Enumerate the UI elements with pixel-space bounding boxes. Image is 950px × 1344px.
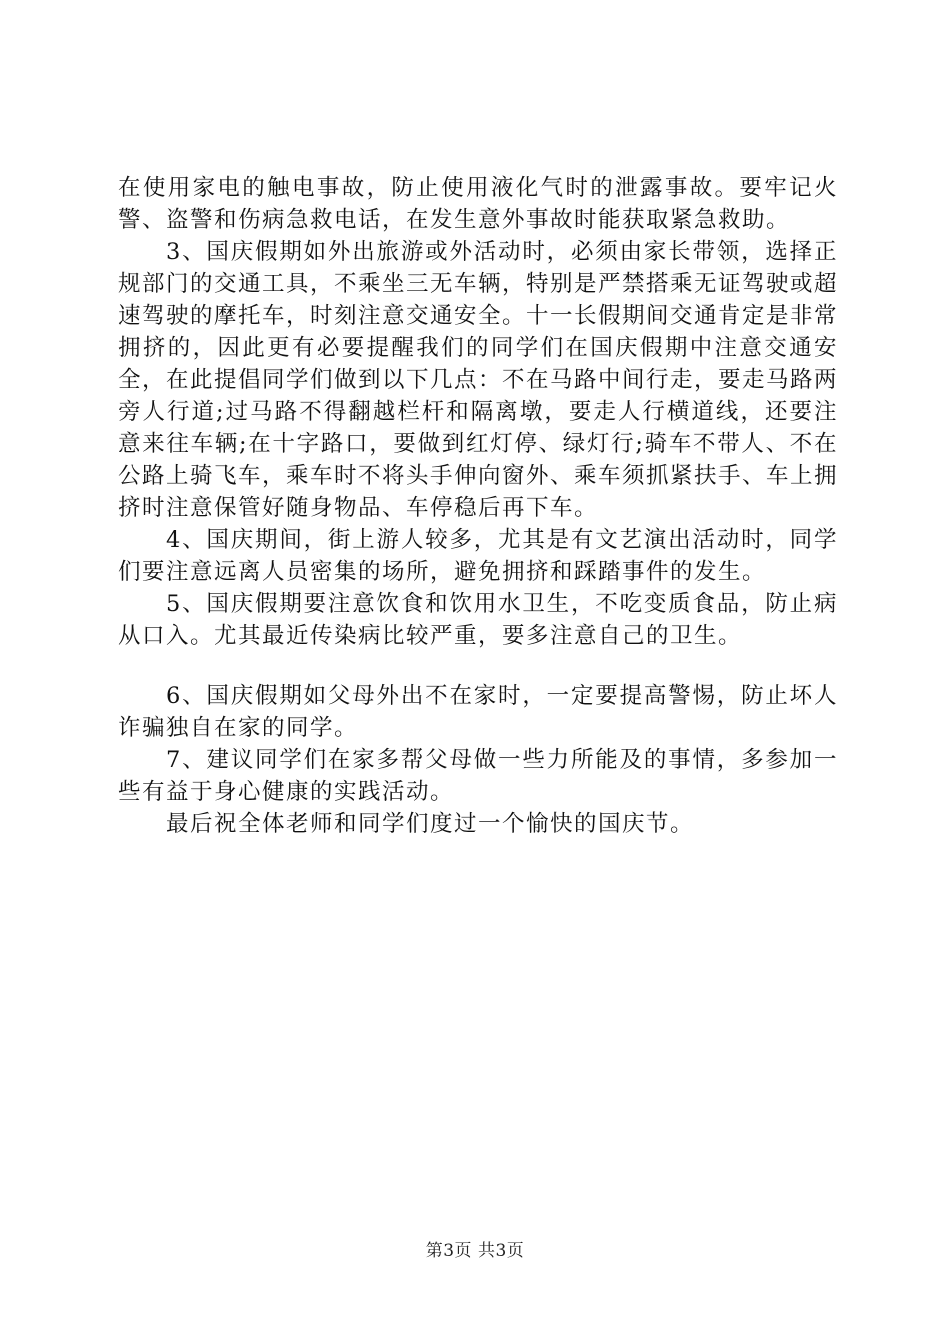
paragraph-continuation: 在使用家电的触电事故，防止使用液化气时的泄露事故。要牢记火警、盗警和伤病急救电话，在发生意外事故时能获取紧急救助。	[118, 175, 838, 233]
paragraph-item-6: 6、国庆假期如父母外出不在家时，一定要提高警惕，防止坏人诈骗独自在家的同学。	[118, 683, 838, 741]
paragraph-item-4: 4、国庆期间，街上游人较多，尤其是有文艺演出活动时，同学们要注意远离人员密集的场所，避免拥挤和踩踏事件的发生。	[118, 527, 838, 585]
paragraph-closing: 最后祝全体老师和同学们度过一个愉快的国庆节。	[166, 811, 695, 837]
paragraph-item-3: 3、国庆假期如外出旅游或外活动时，必须由家长带领，选择正规部门的交通工具，不乘坐三无车辆，特别是严禁搭乘无证驾驶或超速驾驶的摩托车，时刻注意交通安全。十一长假期间交通肯定是非常拥挤的，因此更有必要提醒我们的同学们在国庆假期中注意交通安全，在此提倡同学们做到以下几点：不在马路中间行走，要走马路两旁人行道;过马路不得翻越栏杆和隔离墩，要走人行横道线，还要注意来往车辆;在十字路口，要做到红灯停、绿灯行;骑车不带人、不在公路上骑飞车，乘车时不将头手伸向窗外、乘车须抓紧扶手、车上拥挤时注意保管好随身物品、车停稳后再下车。	[118, 239, 839, 521]
paragraph-spacer	[118, 652, 838, 680]
page-number-footer: 第3页 共3页	[425, 1241, 525, 1261]
document-body	[118, 172, 838, 840]
paragraph-item-7: 7、建议同学们在家多帮父母做一些力所能及的事情，多参加一些有益于身心健康的实践活动。	[118, 747, 838, 805]
paragraph-item-5: 5、国庆假期要注意饮食和饮用水卫生，不吃变质食品，防止病从口入。尤其最近传染病比较严重，要多注意自己的卫生。	[118, 591, 838, 649]
